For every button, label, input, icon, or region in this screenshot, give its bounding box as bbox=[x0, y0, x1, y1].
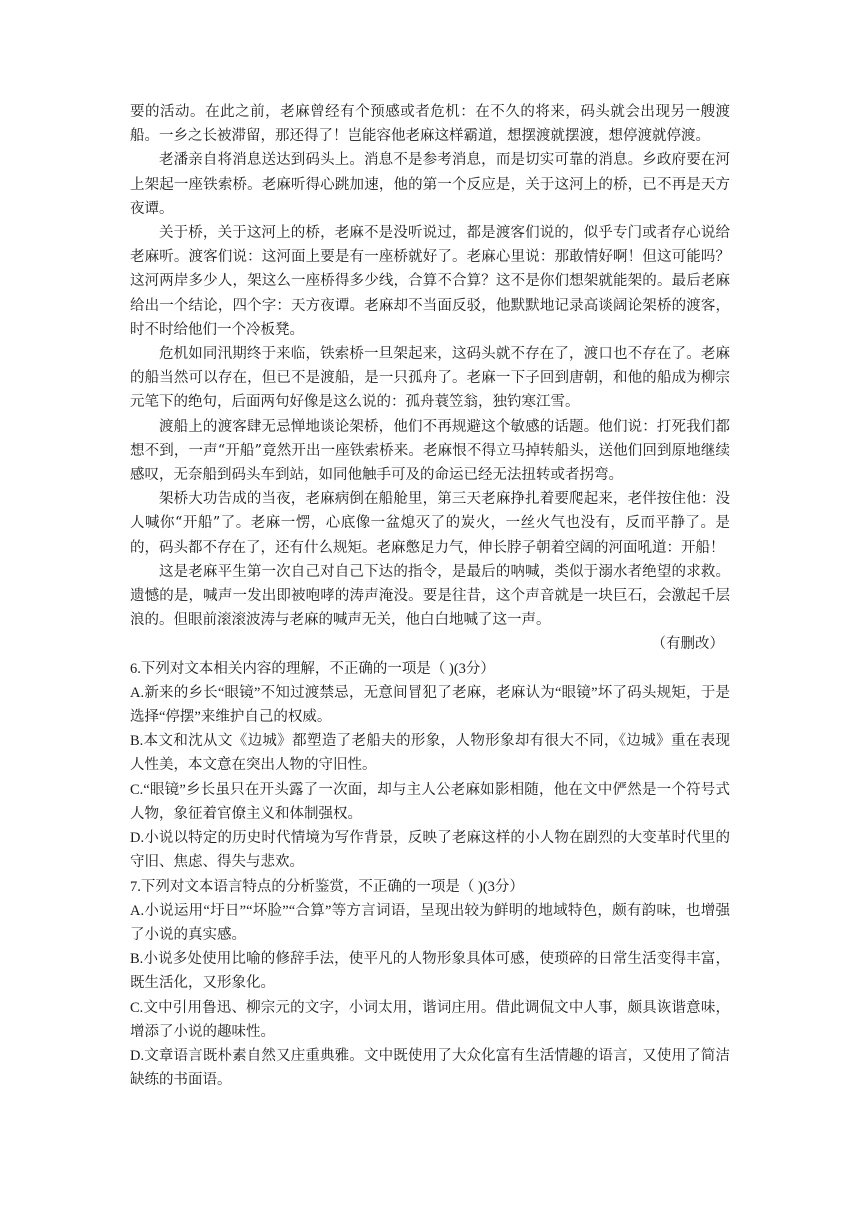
option-c: C.“眼镜”乡长虽只在开头露了一次面，却与主人公老麻如影相随，他在文中俨然是一个符号式人物，象征着官僚主义和体制强权。 bbox=[130, 781, 730, 822]
question-6 bbox=[130, 657, 730, 875]
option-a: A.新来的乡长“眼镜”不知过渡禁忌，无意间冒犯了老麻，老麻认为“眼镜”坏了码头规矩，于是选择“停摆”来维护自己的权威。 bbox=[130, 684, 730, 726]
option-d: D.文章语言既朴素自然又庄重典雅。文中既使用了大众化富有生活情趣的语言，又使用了简洁缺练的书面语。 bbox=[130, 1047, 730, 1089]
exam-page bbox=[130, 100, 730, 1092]
option-b: B.小说多处使用比喻的修辞手法，使平凡的人物形象具体可感，使琐碎的日常生活变得丰富，既生活化，又形象化。 bbox=[130, 951, 730, 992]
story-paragraph: 架桥大功告成的当夜，老麻病倒在船舱里，第三天老麻挣扎着要爬起来，老伴按住他：没人喊你“开船”了。老麻一愣，心底像一盆熄灭了的炭火，一丝火气也没有，反而平静了。是的，码头都不存在了，还有什么规矩。老麻憋足力气，伸长脖子朝着空阔的河面吼道：开船！ bbox=[130, 491, 730, 556]
story-paragraph: 关于桥，关于这河上的桥，老麻不是没听说过，都是渡客们说的，似乎专门或者存心说给老麻听。渡客们说：这河面上要是有一座桥就好了。老麻心里说：那敢情好啊！但这可能吗？这河两岸多少人，架这么一座桥得多少线，合算不合算？这不是你们想架就能架的。最后老麻给出一个结论，四个字：天方夜谭。老麻却不当面反驳，他默默地记录高谈阔论架桥的渡客，时不时给他们一个冷板凳。 bbox=[130, 225, 730, 338]
story-paragraph: 要的活动。在此之前，老麻曾经有个预感或者危机：在不久的将来，码头就会出现另一艘渡船。一乡之长被滞留，那还得了！岂能容他老麻这样霸道，想摆渡就摆渡，想停渡就停渡。 bbox=[130, 104, 730, 145]
source-note: （有删改） bbox=[651, 636, 724, 653]
story-text bbox=[130, 100, 730, 657]
question-stem: 7.下列对文本语言特点的分析鉴赏，不正确的一项是（ )(3分） bbox=[130, 878, 524, 895]
story-paragraph: 危机如同汛期终于来临，铁索桥一旦架起来，这码头就不存在了，渡口也不存在了。老麻的船当然可以存在，但已不是渡船，是一只孤舟了。老麻一下子回到唐朝，和他的船成为柳宗元笔下的绝句，后面两句好像是这么说的：孤舟蓑笠翁，独钓寒江雪。 bbox=[130, 346, 730, 411]
option-c: C.文中引用鲁迅、柳宗元的文字，小词太用，谐词庄用。借此调侃文中人事，颇具诙谐意味，增添了小说的趣味性。 bbox=[130, 999, 730, 1040]
option-b: B.本文和沈从文《边城》都塑造了老船夫的形象，人物形象却有很大不同，《边城》重在表现人性美，本文意在突出人物的守旧性。 bbox=[130, 733, 730, 774]
option-d: D.小说以特定的历史时代情境为写作背景，反映了老麻这样的小人物在剧烈的大变革时代里的守旧、焦虑、得失与悲欢。 bbox=[130, 830, 730, 871]
story-paragraph: 这是老麻平生第一次自己对自己下达的指令，是最后的呐喊，类似于溺水者绝望的求救。遗憾的是，喊声一发出即被咆哮的涛声淹没。要是往昔，这个声音就是一块巨石，会激起千层浪的。但眼前滚滚波涛与老麻的喊声无关，他白白地喊了这一声。 bbox=[130, 563, 730, 629]
question-stem: 6.下列对文本相关内容的理解，不正确的一项是（ )(3分） bbox=[130, 660, 495, 677]
story-paragraph: 老潘亲自将消息送达到码头上。消息不是参考消息，而是切实可靠的消息。乡政府要在河上架起一座铁索桥。老麻听得心跳加速，他的第一个反应是，关于这河上的桥，已不再是天方夜谭。 bbox=[130, 152, 730, 217]
question-7 bbox=[130, 875, 730, 1093]
story-paragraph: 渡船上的渡客肆无忌惮地谈论架桥，他们不再规避这个敏感的话题。他们说：打死我们都想不到，一声“开船”竟然开出一座铁索桥来。老麻恨不得立马掉转船头，送他们回到原地继续感叹，无奈船到码头车到站，如同他触手可及的命运已经无法扭转或者拐弯。 bbox=[130, 418, 730, 484]
option-a: A.小说运用“圩日”“坏脸”“合算”等方言词语，呈现出较为鲜明的地域特色，颇有韵味，也增强了小说的真实感。 bbox=[130, 902, 730, 943]
